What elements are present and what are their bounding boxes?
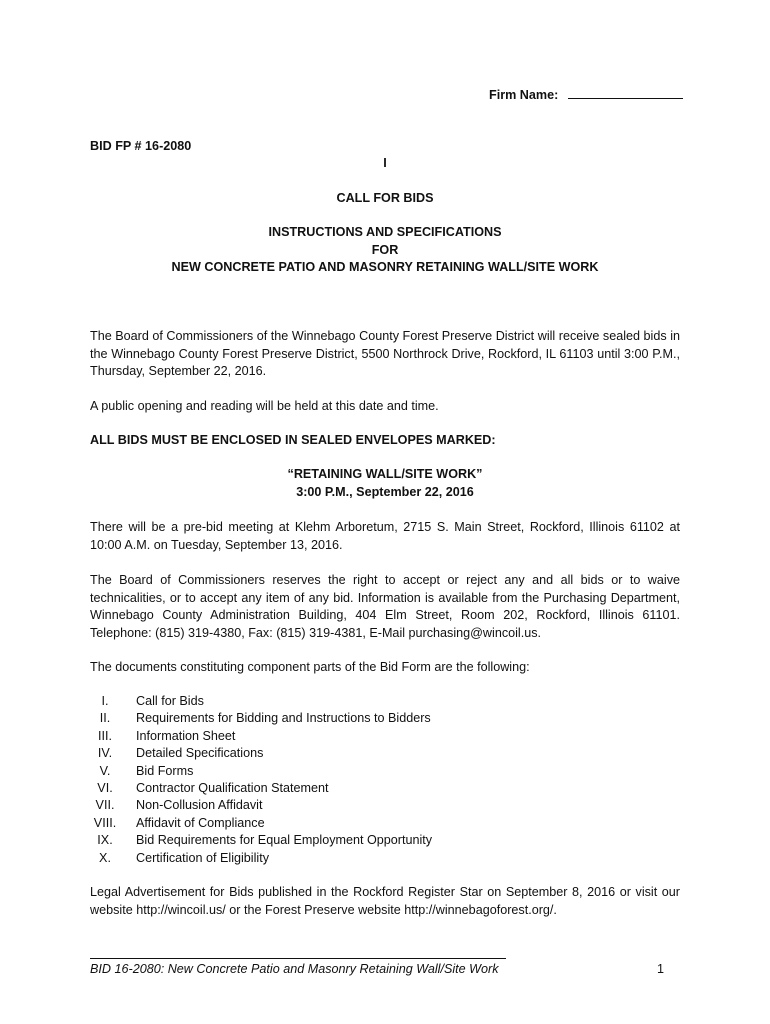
bid-number: BID FP # 16-2080 (90, 139, 192, 153)
list-item (90, 780, 329, 797)
footer-divider (90, 958, 506, 959)
legal-advertisement-paragraph: Legal Advertisement for Bids published in the Rockford Register Star on September 8, 2016 or visit our website http://wincoil.us/ or the Forest Preserve website http://winnebagoforest.org/. (90, 885, 680, 917)
list-item-number: IX. (97, 833, 113, 848)
list-item-number: IV. (97, 746, 113, 761)
list-item (90, 832, 433, 849)
list-item-text: Detailed Specifications (136, 746, 264, 761)
list-item-text: Information Sheet (136, 728, 236, 743)
pre-bid-paragraph: There will be a pre-bid meeting at Klehm Arboretum, 2715 S. Main Street, Rockford, Illinois 61102 at 10:00 A.M. on Tuesday, September 13, 2016. (90, 520, 680, 552)
list-item (90, 745, 264, 762)
firm-name-line (489, 86, 683, 102)
list-item (90, 728, 236, 745)
list-item-text: Non-Collusion Affidavit (136, 798, 263, 813)
list-item-number: VIII. (93, 815, 117, 830)
call-for-bids-heading: CALL FOR BIDS (336, 191, 434, 205)
section-marker: I (383, 156, 387, 170)
list-item-number: X. (99, 850, 111, 865)
envelope-label-line-1: “RETAINING WALL/SITE WORK” (287, 467, 483, 481)
title-line-2: FOR (371, 243, 399, 257)
list-item-number: I. (101, 694, 109, 708)
list-item-text: Affidavit of Compliance (136, 815, 265, 830)
list-item-number: VI. (97, 780, 113, 795)
footer-text: BID 16-2080: New Concrete Patio and Masonry Retaining Wall/Site Work (90, 962, 499, 976)
list-item (90, 797, 263, 814)
list-item (90, 763, 194, 780)
reserves-paragraph: The Board of Commissioners reserves the right to accept or reject any and all bids or to waive technicalities, or to accept any item of any bid. Information is available from the Purchasing Department, Winnebago County Administration Building, 404 Elm Street, Room 202, Rockford, Illinois 61101. Telephone: (815) 319-4380, Fax: (815) 319-4381, E-Mail purchasing@wincoil.us. (90, 573, 680, 640)
list-item-text: Call for Bids (136, 694, 204, 708)
list-item (90, 693, 204, 710)
title-line-3: NEW CONCRETE PATIO AND MASONRY RETAINING WALL/SITE WORK (171, 260, 599, 274)
documents-list (90, 693, 433, 867)
list-item-number: III. (98, 728, 112, 743)
firm-name-label: Firm Name: (489, 88, 559, 102)
list-item-text: Contractor Qualification Statement (136, 780, 329, 795)
list-item-text: Bid Requirements for Equal Employment Opportunity (136, 833, 433, 848)
envelope-label-line-2: 3:00 P.M., September 22, 2016 (296, 485, 474, 499)
title-line-1: INSTRUCTIONS AND SPECIFICATIONS (268, 225, 502, 239)
board-paragraph: The Board of Commissioners of the Winnebago County Forest Preserve District will receive sealed bids in the Winnebago County Forest Preserve District, 5500 Northrock Drive, Rockford, IL 61103 until 3:00 P.M., Thursday, September 22, 2016. (90, 329, 680, 378)
list-item (90, 850, 269, 867)
list-item-number: VII. (95, 798, 115, 813)
documents-intro: The documents constituting component parts of the Bid Form are the following: (90, 660, 530, 674)
firm-name-blank[interactable] (568, 86, 683, 99)
list-item-text: Certification of Eligibility (136, 850, 269, 865)
sealed-envelopes-heading: ALL BIDS MUST BE ENCLOSED IN SEALED ENVELOPES MARKED: (90, 433, 496, 447)
list-item (90, 710, 431, 727)
list-item-text: Requirements for Bidding and Instructions to Bidders (136, 711, 431, 726)
list-item-text: Bid Forms (136, 763, 194, 778)
page-number: 1 (657, 962, 665, 976)
public-opening-paragraph: A public opening and reading will be held at this date and time. (90, 399, 439, 413)
list-item-number: II. (99, 711, 111, 726)
list-item-number: V. (99, 763, 111, 778)
list-item (90, 815, 265, 832)
